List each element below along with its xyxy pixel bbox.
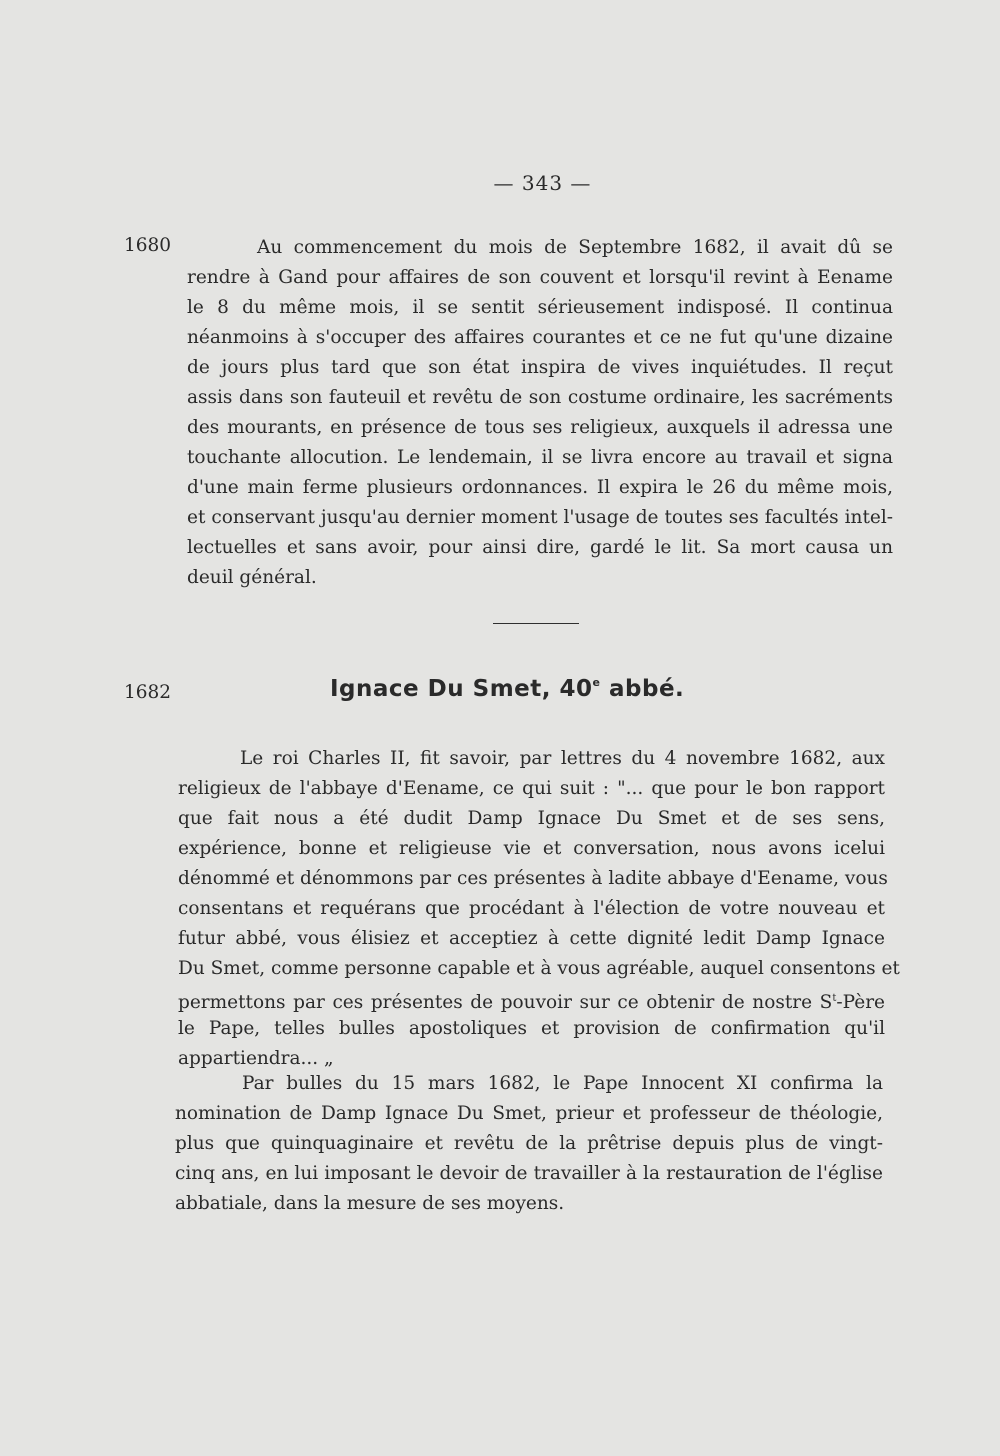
section-title-text: Ignace Du Smet, 40 [330,676,593,702]
text-line: cinq ans, en lui imposant le devoir de travailler à la restauration de l'église [175,1163,883,1184]
text-line: consentans et requérans que procédant à l'élection de votre nouveau et [178,898,885,919]
text-line: plus que quinquaginaire et revêtu de la prêtrise depuis plus de vingt- [175,1133,883,1154]
text-line: expérience, bonne et religieuse vie et conversation, nous avons icelui [178,838,885,859]
text-line: rendre à Gand pour affaires de son couvent et lorsqu'il revint à Eename [187,267,893,288]
text-line: appartiendra... „ [178,1048,334,1069]
text-line: lectuelles et sans avoir, pour ainsi dire, gardé le lit. Sa mort causa un [187,537,893,558]
margin-year-1680: 1680 [124,235,172,256]
text-line: abbatiale, dans la mesure de ses moyens. [175,1193,565,1214]
text-line: Au commencement du mois de Septembre 1682, il avait dû se [257,237,893,258]
section-title [330,676,684,702]
text-line: le Pape, telles bulles apostoliques et provision de confirmation qu'il [178,1018,885,1039]
text-line: que fait nous a été dudit Damp Ignace Du Smet et de ses sens, [178,808,885,829]
text-line: d'une main ferme plusieurs ordonnances. Il expira le 26 du même mois, [187,477,893,498]
paragraph-death-of-abbot [187,233,893,593]
section-divider [493,623,579,624]
page-number: — 343 — [493,171,592,195]
section-title-sup: e [592,676,601,689]
text-line: deuil général. [187,567,317,588]
text-line: Le roi Charles II, fit savoir, par lettres du 4 novembre 1682, aux [240,748,885,769]
text-line [178,984,885,1014]
text-line: le 8 du même mois, il se sentit sérieusement indisposé. Il continua [187,297,893,318]
text-line-part: -Père [836,992,885,1013]
text-line: religieux de l'abbaye d'Eename, ce qui suit : "... que pour le bon rapport [178,778,885,799]
text-line: Du Smet, comme personne capable et à vous agréable, auquel consentons et [178,958,900,979]
paragraph-royal-letters [178,744,900,1074]
text-line: Par bulles du 15 mars 1682, le Pape Innocent XI confirma la [242,1073,883,1094]
margin-year-1682: 1682 [124,682,172,703]
text-line: dénommé et dénommons par ces présentes à ladite abbaye d'Eename, vous [178,868,888,889]
text-line: et conservant jusqu'au dernier moment l'usage de toutes ses facultés intel- [187,507,893,528]
section-title-end: abbé. [600,676,685,702]
text-line: des mourants, en présence de tous ses religieux, auxquels il adressa une [187,417,893,438]
text-line: futur abbé, vous élisiez et acceptiez à cette dignité ledit Damp Ignace [178,928,885,949]
text-line: assis dans son fauteuil et revêtu de son costume ordinaire, les sacréments [187,387,893,408]
text-line-sup: t [832,993,837,1004]
text-line: nomination de Damp Ignace Du Smet, prieur et professeur de théologie, [175,1103,883,1124]
text-line-part: permettons par ces présentes de pouvoir sur ce obtenir de nostre S [178,992,833,1013]
text-line: touchante allocution. Le lendemain, il se livra encore au travail et signa [187,447,893,468]
text-line: de jours plus tard que son état inspira de vives inquiétudes. Il reçut [187,357,893,378]
paragraph-papal-bulls [175,1069,883,1219]
text-line: néanmoins à s'occuper des affaires courantes et ce ne fut qu'une dizaine [187,327,893,348]
